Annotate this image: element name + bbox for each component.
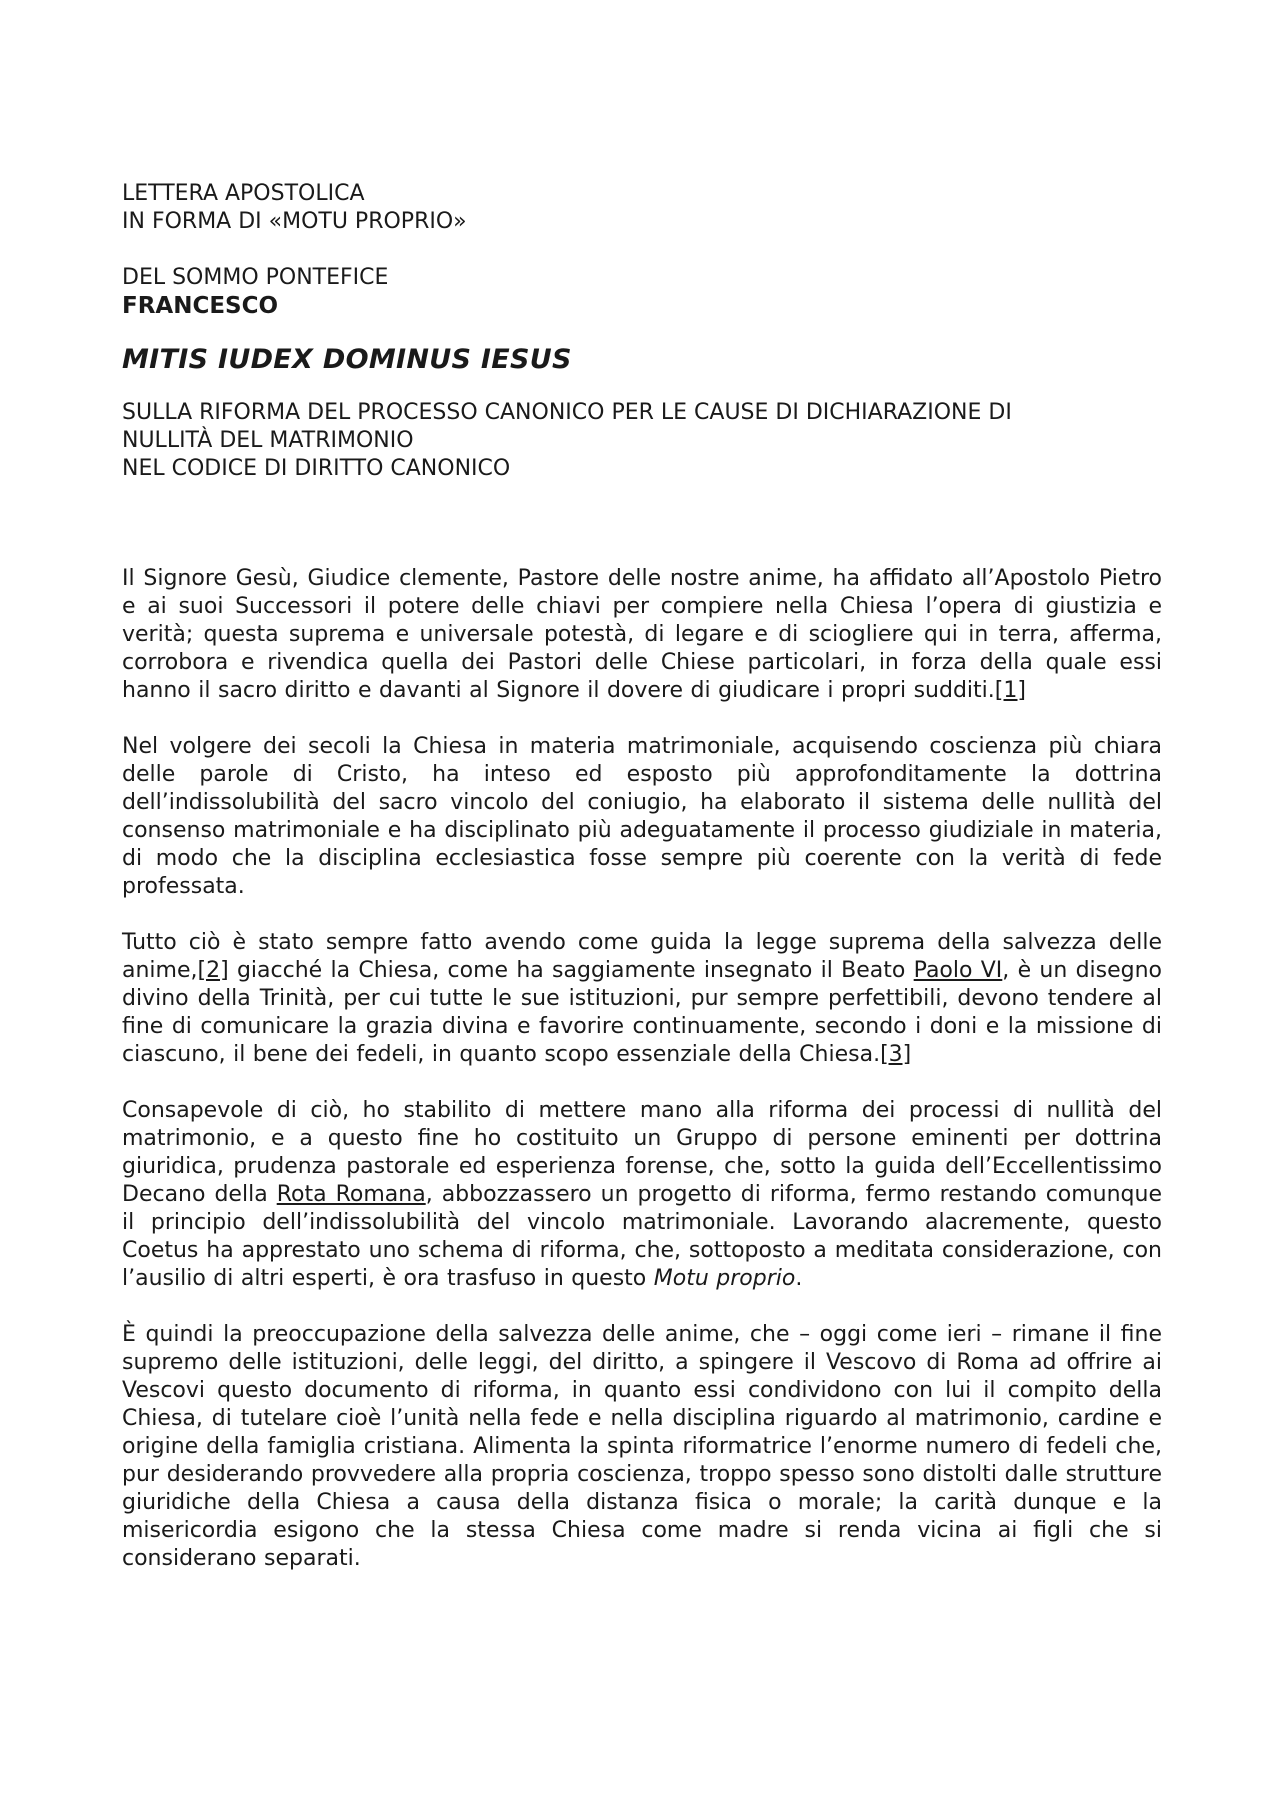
paragraph-4-text-c: . — [795, 1266, 803, 1291]
paragraph-4-text-a: Consapevole di ciò, ho stabilito di mettere mano alla riforma dei processi di nullità del matrimonio, e a questo fine ho costituito un Gruppo di persone eminenti per dottrina giuridica, prudenza pastorale ed esperienza forense, che, sotto la guida dell’Eccellentissimo Decano della — [122, 1098, 1162, 1207]
footnote-link-3[interactable]: [3] — [880, 1042, 912, 1067]
header-line-pontefice: DEL SOMMO PONTEFICE — [122, 265, 389, 290]
link-rota-romana[interactable]: Rota Romana — [276, 1182, 426, 1207]
author-name: FRANCESCO — [122, 293, 279, 319]
footnote-link-1[interactable]: [1] — [994, 678, 1026, 703]
paragraph-5 — [122, 1321, 1162, 1573]
paragraph-4-emphasis: Motu proprio — [653, 1266, 796, 1291]
paragraph-3-text-a: Tutto ciò è stato sempre fatto avendo come guida la legge suprema della salvezza delle anime, — [122, 930, 1162, 983]
document-title: MITIS IUDEX DOMINUS IESUS — [122, 344, 572, 375]
paragraph-4 — [122, 1097, 1162, 1293]
document-header — [122, 180, 1162, 236]
subtitle-line-3: NEL CODICE DI DIRITTO CANONICO — [122, 456, 511, 481]
paragraph-4-text-b: , abbozzassero un progetto di riforma, fermo restando comunque il principio dell’indissolubilità del vincolo matrimoniale. Lavorando alacremente, questo Coetus ha apprestato uno schema di riforma, che, sottoposto a meditata considerazione, con l’ausilio di altri esperti, è ora trasfuso in questo — [122, 1182, 1163, 1291]
paragraph-3 — [122, 929, 1162, 1069]
subtitle-line-2: NULLITÀ DEL MATRIMONIO — [122, 428, 414, 453]
paragraph-1-text: Il Signore Gesù, Giudice clemente, Pastore delle nostre anime, ha affidato all’Apostolo Pietro e ai suoi Successori il potere delle chiavi per compiere nella Chiesa l’opera di giustizia e verità; questa suprema e universale potestà, di legare e di sciogliere qui in terra, afferma, corrobora e rivendica quella dei Pastori delle Chiese particolari, in forza della quale essi hanno il sacro diritto e davanti al Signore il dovere di giudicare i propri sudditi. — [122, 566, 1162, 703]
paragraph-2-text: Nel volgere dei secoli la Chiesa in materia matrimoniale, acquisendo coscienza più chiara delle parole di Cristo, ha inteso ed esposto più approfonditamente la dottrina dell’indissolubilità del sacro vincolo del coniugio, ha elaborato il sistema delle nullità del consenso matrimoniale e ha disciplinato più adeguatamente il processo giudiziale in materia, di modo che la disciplina ecclesiastica fosse sempre più coerente con la verità di fede professata. — [122, 734, 1162, 899]
paragraph-3-text-b: giacché la Chiesa, come ha saggiamente insegnato il Beato — [228, 958, 914, 983]
document-subtitle — [122, 399, 1162, 483]
paragraph-1 — [122, 565, 1162, 705]
header-line-lettera: LETTERA APOSTOLICA — [122, 181, 365, 206]
paragraph-2 — [122, 733, 1162, 901]
document-body — [122, 565, 1162, 1573]
header-line-forma: IN FORMA DI «MOTU PROPRIO» — [122, 209, 467, 234]
link-paolo-vi[interactable]: Paolo VI — [913, 958, 1003, 983]
paragraph-5-text: È quindi la preoccupazione della salvezza delle anime, che – oggi come ieri – rimane il fine supremo delle istituzioni, delle leggi, del diritto, a spingere il Vescovo di Roma ad offrire ai Vescovi questo documento di riforma, in quanto essi condividono con lui il compito della Chiesa, di tutelare cioè l’unità nella fede e nella disciplina riguardo al matrimonio, cardine e origine della famiglia cristiana. Alimenta la spinta riformatrice l’enorme numero di fedeli che, pur desiderando provvedere alla propria coscienza, troppo spesso sono distolti dalle strutture giuridiche della Chiesa a causa della distanza fisica o morale; la carità dunque e la misericordia esigono che la stessa Chiesa come madre si renda vicina ai figli che si considerano separati. — [122, 1322, 1162, 1571]
subtitle-line-1: SULLA RIFORMA DEL PROCESSO CANONICO PER LE CAUSE DI DICHIARAZIONE DI — [122, 400, 1012, 425]
footnote-link-2[interactable]: [2] — [197, 958, 229, 983]
issuer-block — [122, 264, 1162, 321]
document-page — [122, 180, 1162, 1601]
paragraph-3-text-c: , è un disegno divino della Trinità, per cui tutte le sue istituzioni, pur sempre perfettibili, devono tendere al fine di comunicare la grazia divina e favorire continuamente, secondo i doni e la missione di ciascuno, il bene dei fedeli, in quanto scopo essenziale della Chiesa. — [122, 958, 1163, 1067]
